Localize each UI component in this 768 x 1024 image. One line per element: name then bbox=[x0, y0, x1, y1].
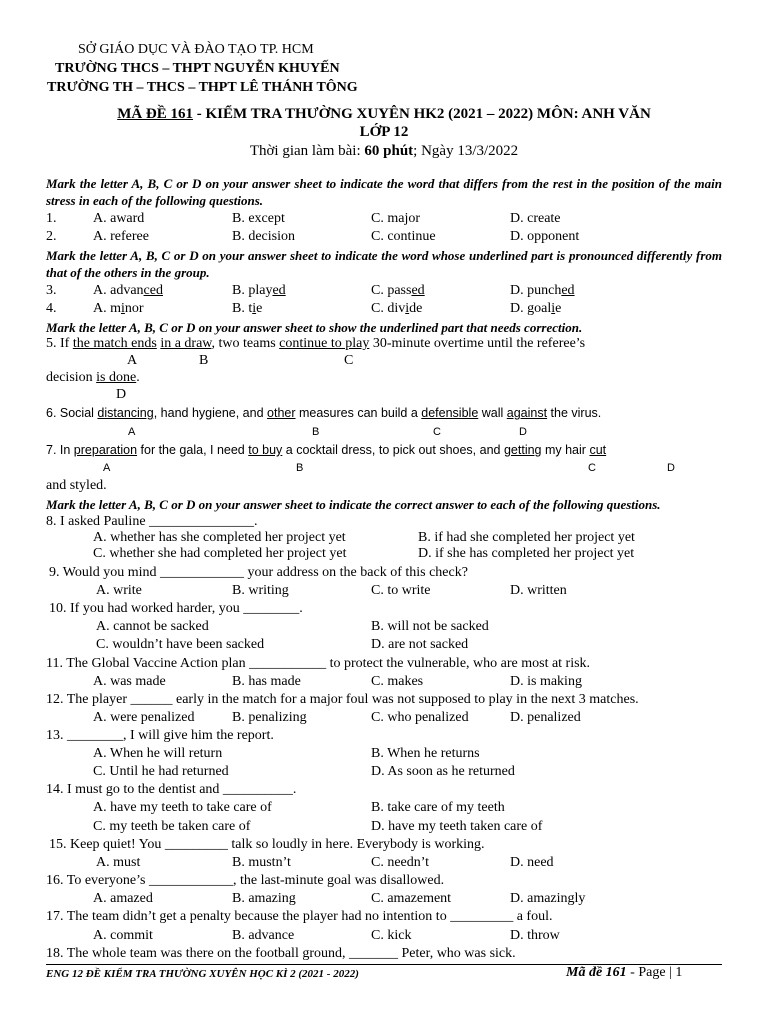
question-number: 2. bbox=[46, 229, 57, 244]
footer-left: ENG 12 ĐỀ KIỂM TRA THƯỜNG XUYÊN HỌC KÌ 2 (2021 - 2022) bbox=[46, 968, 359, 980]
option-a: A. whether has she completed her project yet bbox=[93, 530, 346, 545]
option-a: A. advanced bbox=[93, 283, 163, 298]
question-18: 18. The whole team was there on the football ground, _______ Peter, who was sick. bbox=[46, 946, 516, 961]
option-b: B. take care of my teeth bbox=[371, 800, 505, 815]
option-d: D. punched bbox=[510, 283, 575, 298]
option-b: B. penalizing bbox=[232, 710, 307, 725]
option-c: C. wouldn’t have been sacked bbox=[96, 637, 265, 652]
marker-d: D bbox=[519, 426, 527, 438]
option-c: C. kick bbox=[371, 928, 412, 943]
question-15: 15. Keep quiet! You _________ talk so loudly in here. Everybody is working. bbox=[49, 837, 485, 852]
option-d: D. opponent bbox=[510, 229, 580, 244]
option-d: D. throw bbox=[510, 928, 560, 943]
question-10: 10. If you had worked harder, you ________. bbox=[49, 601, 303, 616]
question-7: 7. In preparation for the gala, I need to buy a cocktail dress, to pick out shoes, and getting my hair cut bbox=[46, 443, 607, 457]
option-d: D. amazingly bbox=[510, 891, 586, 906]
option-c: C. Until he had returned bbox=[93, 764, 229, 779]
option-d: D. create bbox=[510, 211, 561, 226]
instruction-stress: Mark the letter A, B, C or D on your answer sheet to indicate the word that differs from the rest in the position of the main stress in each of the following questions. bbox=[46, 176, 722, 208]
school-line-1: TRƯỜNG THCS – THPT NGUYỄN KHUYẾN bbox=[55, 61, 340, 76]
option-a: A. must bbox=[96, 855, 141, 870]
option-b: B. tie bbox=[232, 301, 263, 316]
option-d: D. As soon as he returned bbox=[371, 764, 515, 779]
exam-title: MÃ ĐỀ 161 - KIỂM TRA THƯỜNG XUYÊN HK2 (2021 – 2022) MÔN: ANH VĂN bbox=[117, 106, 651, 122]
option-b: B. When he returns bbox=[371, 746, 480, 761]
option-c: C. continue bbox=[371, 229, 436, 244]
question-5-line-2: decision is done. bbox=[46, 370, 140, 385]
option-c: C. whether she had completed her project yet bbox=[93, 546, 347, 561]
marker-b: B bbox=[296, 462, 304, 474]
marker-c: C bbox=[588, 462, 596, 474]
exam-code: MÃ ĐỀ 161 bbox=[117, 106, 194, 122]
option-a: A. award bbox=[93, 211, 145, 226]
option-a: A. cannot be sacked bbox=[96, 619, 209, 634]
instruction-correction: Mark the letter A, B, C or D on your answer sheet to show the underlined part that needs correction. bbox=[46, 320, 583, 335]
option-c: C. passed bbox=[371, 283, 425, 298]
footer-page: - Page | 1 bbox=[626, 965, 683, 980]
option-b: B. decision bbox=[232, 229, 295, 244]
option-a: A. When he will return bbox=[93, 746, 223, 761]
option-a: A. were penalized bbox=[93, 710, 195, 725]
option-a: A. have my teeth to take care of bbox=[93, 800, 272, 815]
option-d: D. need bbox=[510, 855, 554, 870]
option-d: D. is making bbox=[510, 674, 582, 689]
option-c: C. amazement bbox=[371, 891, 452, 906]
question-16: 16. To everyone’s ____________, the last-minute goal was disallowed. bbox=[46, 873, 445, 888]
question-17: 17. The team didn’t get a penalty because the player had no intention to _________ a foul. bbox=[46, 909, 553, 924]
question-12: 12. The player ______ early in the match for a major foul was not supposed to play in the next 3 matches. bbox=[46, 692, 639, 707]
footer-right bbox=[566, 965, 682, 981]
option-a: A. referee bbox=[93, 229, 149, 244]
option-b: B. advance bbox=[232, 928, 295, 943]
marker-a: A bbox=[128, 426, 136, 438]
question-7-line-2: and styled. bbox=[46, 478, 107, 493]
option-b: B. mustn’t bbox=[232, 855, 291, 870]
marker-a: A bbox=[103, 462, 111, 474]
option-b: B. except bbox=[232, 211, 285, 226]
question-number: 4. bbox=[46, 301, 57, 316]
question-11: 11. The Global Vaccine Action plan ___________ to protect the vulnerable, who are most at risk. bbox=[46, 656, 591, 671]
marker-a: A bbox=[127, 353, 138, 368]
option-a: A. amazed bbox=[93, 891, 153, 906]
option-d: D. have my teeth taken care of bbox=[371, 819, 543, 834]
school-line-2: TRƯỜNG TH – THCS – THPT LÊ THÁNH TÔNG bbox=[47, 80, 358, 95]
question-14: 14. I must go to the dentist and __________. bbox=[46, 782, 297, 797]
option-b: B. amazing bbox=[232, 891, 296, 906]
department-line: SỞ GIÁO DỤC VÀ ĐÀO TẠO TP. HCM bbox=[78, 42, 314, 57]
option-c: C. my teeth be taken care of bbox=[93, 819, 251, 834]
marker-c: C bbox=[433, 426, 441, 438]
option-d: D. written bbox=[510, 583, 567, 598]
option-a: A. commit bbox=[93, 928, 153, 943]
option-b: B. if had she completed her project yet bbox=[418, 530, 635, 545]
option-d: D. goalie bbox=[510, 301, 562, 316]
option-b: B. will not be sacked bbox=[371, 619, 489, 634]
question-13: 13. ________, I will give him the report. bbox=[46, 728, 274, 743]
option-d: D. if she has completed her project yet bbox=[418, 546, 635, 561]
question-number: 1. bbox=[46, 211, 57, 226]
option-b: B. writing bbox=[232, 583, 289, 598]
question-9: 9. Would you mind ____________ your address on the back of this check? bbox=[49, 565, 468, 580]
grade-title: LỚP 12 bbox=[359, 124, 409, 140]
option-c: C. who penalized bbox=[371, 710, 469, 725]
option-a: A. was made bbox=[93, 674, 166, 689]
option-c: C. makes bbox=[371, 674, 424, 689]
option-c: C. to write bbox=[371, 583, 431, 598]
option-c: C. major bbox=[371, 211, 420, 226]
option-c: C. divide bbox=[371, 301, 423, 316]
question-number: 3. bbox=[46, 283, 57, 298]
marker-d: D bbox=[116, 387, 127, 402]
marker-b: B bbox=[199, 353, 209, 368]
option-c: C. needn’t bbox=[371, 855, 430, 870]
marker-b: B bbox=[312, 426, 320, 438]
option-a: A. write bbox=[96, 583, 142, 598]
footer-code: Mã đề 161 bbox=[566, 965, 627, 980]
option-d: D. are not sacked bbox=[371, 637, 469, 652]
question-8: 8. I asked Pauline _______________. bbox=[46, 514, 258, 529]
marker-c: C bbox=[344, 353, 354, 368]
option-d: D. penalized bbox=[510, 710, 581, 725]
option-a: A. minor bbox=[93, 301, 144, 316]
option-b: B. played bbox=[232, 283, 286, 298]
exam-time: Thời gian làm bài: 60 phút; Ngày 13/3/2022 bbox=[249, 143, 519, 159]
instruction-correct-answer: Mark the letter A, B, C or D on your answer sheet to indicate the correct answer to each of the following questions. bbox=[46, 497, 661, 512]
marker-d: D bbox=[667, 462, 675, 474]
question-6: 6. Social distancing, hand hygiene, and other measures can build a defensible wall against the virus. bbox=[46, 406, 602, 420]
instruction-pronunciation: Mark the letter A, B, C or D on your answer sheet to indicate the word whose underlined part is pronounced differently from that of the others in the group. bbox=[46, 248, 722, 280]
question-5: 5. If the match ends in a draw, two teams continue to play 30-minute overtime until the referee’s bbox=[46, 336, 586, 351]
option-b: B. has made bbox=[232, 674, 301, 689]
